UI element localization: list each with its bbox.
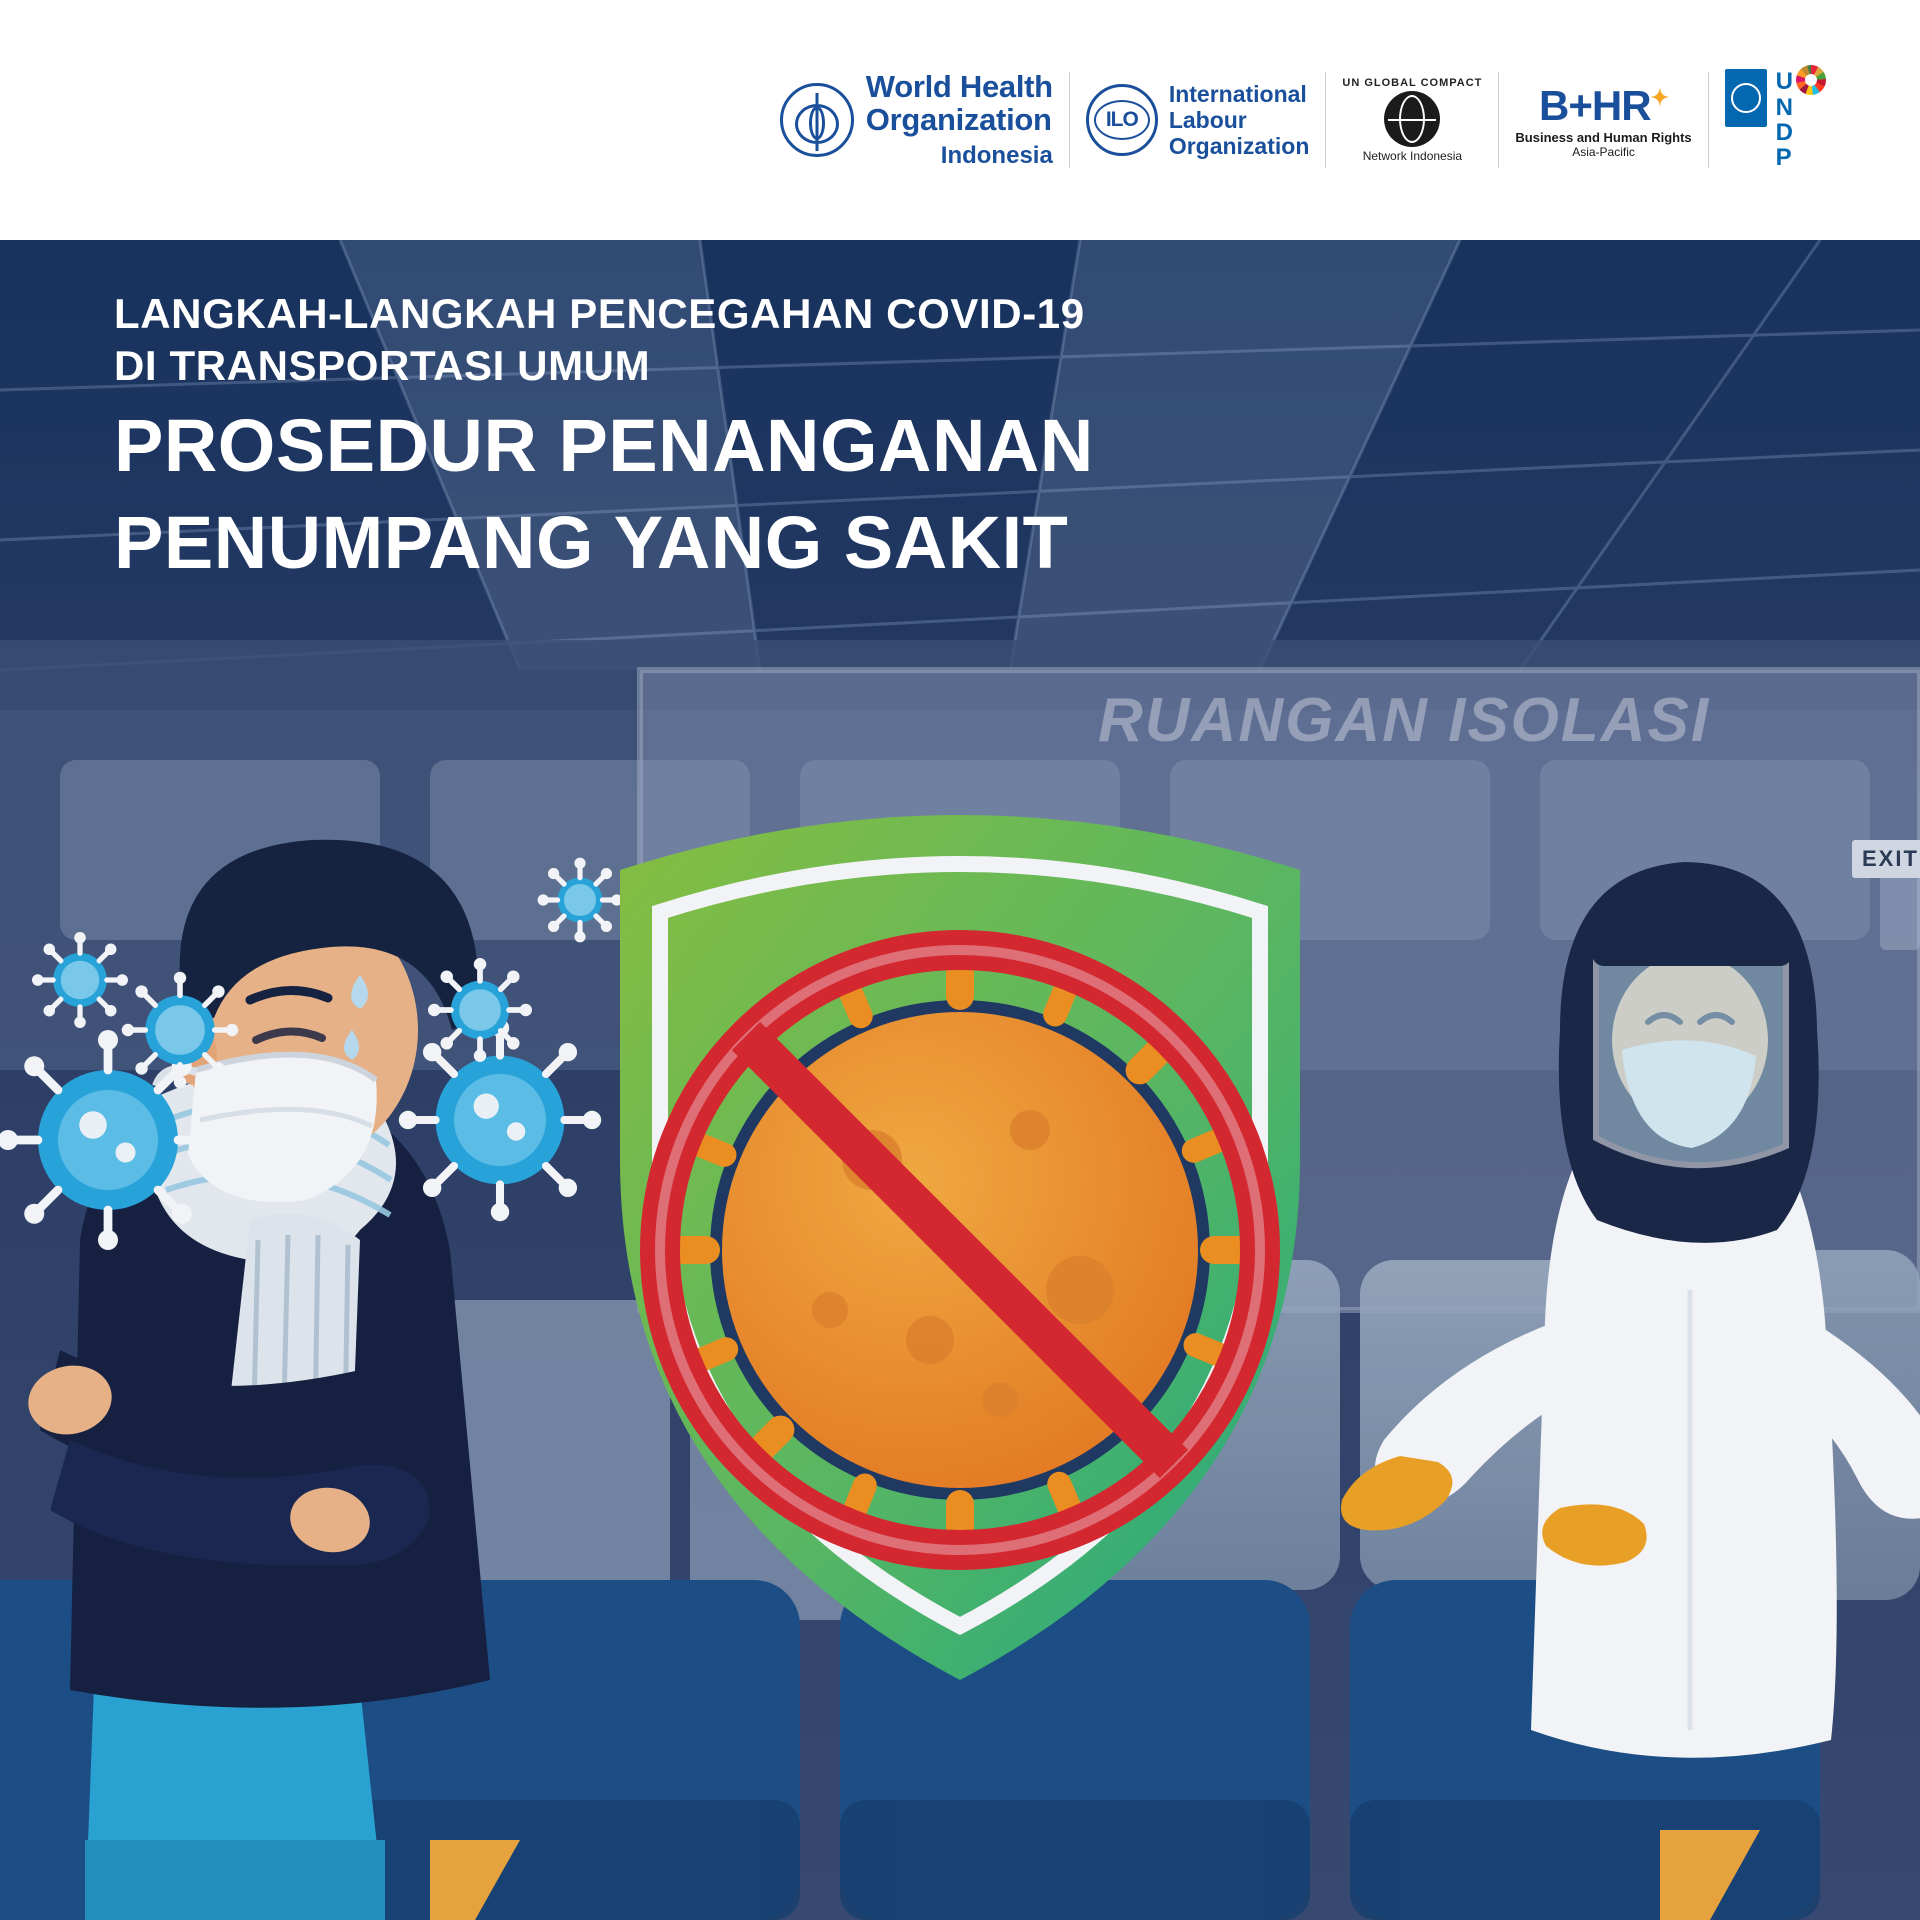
logo-bar bbox=[0, 0, 1920, 240]
who-logo-line2: Organization bbox=[865, 102, 1052, 138]
poster-headline-block bbox=[114, 288, 1094, 585]
poster-headline-line1: PROSEDUR PENANGANAN bbox=[114, 404, 1094, 488]
bhr-subtitle-2: Asia-Pacific bbox=[1572, 144, 1635, 159]
undp-letter-u: U bbox=[1775, 68, 1793, 96]
bhr-star-icon: ✦ bbox=[1650, 84, 1669, 110]
ilo-logo-line2: Labour bbox=[1168, 106, 1247, 133]
undp-emblem-icon bbox=[1725, 69, 1767, 127]
who-logo bbox=[764, 45, 1069, 195]
ilo-monogram: ILO bbox=[1094, 100, 1150, 140]
ungc-arc-text: UN GLOBAL COMPACT bbox=[1342, 77, 1483, 89]
ilo-emblem-icon bbox=[1086, 84, 1158, 156]
ilo-logo-line3: Organization bbox=[1168, 133, 1310, 160]
exit-sign: EXIT bbox=[1852, 840, 1920, 878]
ilo-logo bbox=[1070, 45, 1326, 195]
undp-letter-n: N bbox=[1775, 93, 1793, 121]
who-logo-country: Indonesia bbox=[940, 142, 1053, 170]
globe-icon bbox=[1384, 91, 1440, 147]
poster-illustration bbox=[0, 240, 1920, 1920]
logo-group bbox=[764, 45, 1842, 195]
ilo-logo-line1: International bbox=[1168, 80, 1307, 107]
poster-kicker-line1: LANGKAH-LANGKAH PENCEGAHAN COVID-19 bbox=[114, 290, 1085, 337]
sdg-ring-icon bbox=[1796, 65, 1826, 95]
undp-logo bbox=[1709, 45, 1842, 195]
bhr-subtitle-1: Business and Human Rights bbox=[1515, 129, 1692, 145]
undp-letter-p: P bbox=[1775, 144, 1792, 172]
un-global-compact-logo bbox=[1326, 45, 1498, 195]
bhr-title-text: B+HR bbox=[1539, 81, 1651, 129]
poster-headline-line2: PENUMPANG YANG SAKIT bbox=[114, 500, 1069, 584]
undp-letter-d: D bbox=[1775, 119, 1793, 146]
bhr-logo bbox=[1499, 45, 1707, 195]
ungc-network-label: Network Indonesia bbox=[1362, 149, 1463, 163]
isolation-room-sign: RUANGAN ISOLASI bbox=[1098, 686, 1711, 755]
poster-kicker-line2: DI TRANSPORTASI UMUM bbox=[114, 342, 651, 390]
who-logo-line1: World Health bbox=[865, 69, 1053, 105]
who-emblem-icon bbox=[780, 83, 854, 157]
